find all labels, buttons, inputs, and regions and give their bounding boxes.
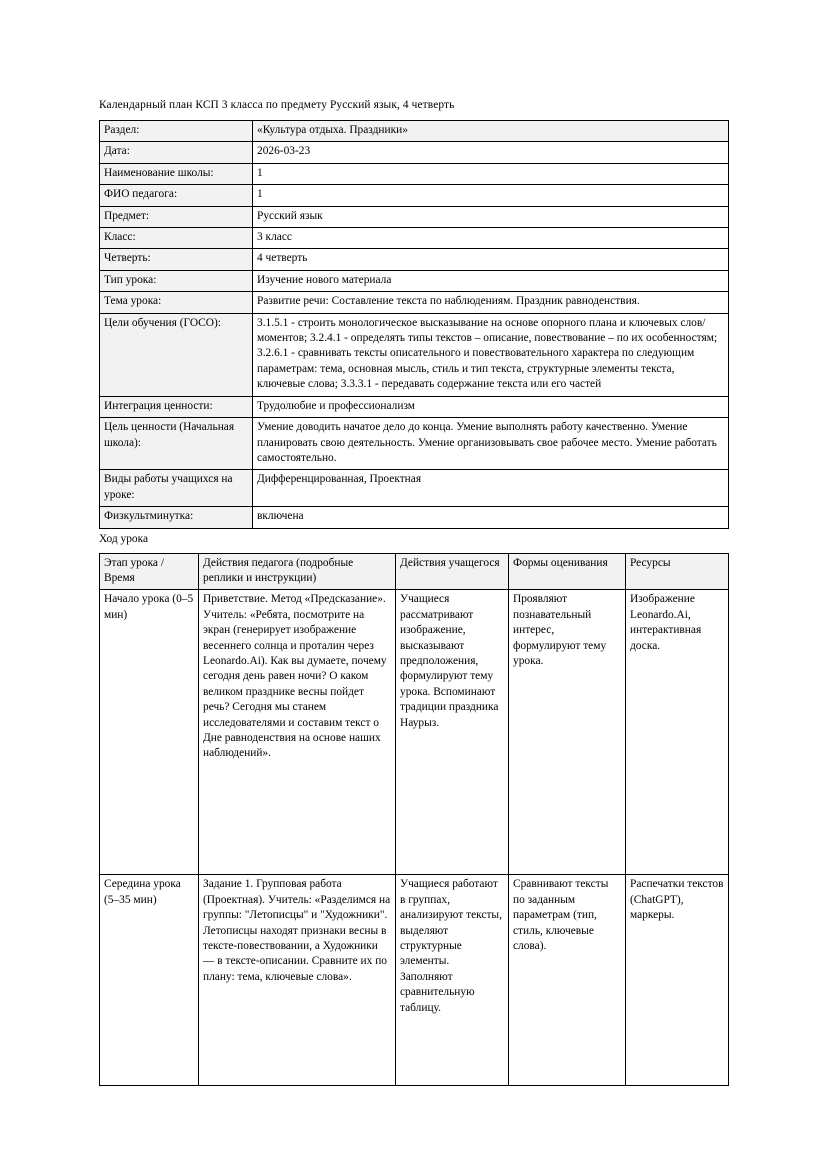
info-row-label: Физкультминутка: — [100, 507, 253, 528]
info-row-label: Четверть: — [100, 249, 253, 270]
flow-column-header: Формы оценивания — [509, 553, 626, 590]
info-row-value: 3.1.5.1 - строить монологическое высказывание на основе опорного плана и ключевых слов/моментов; 3.2.4.1 - определять типы текстов – описание, повествование – по их особенностям; 3.2.6.1 - сравнивать тексты описательного и повествовательного характера по следующим параметрам: тема, основная мысль, стиль и тип текста, структурные элементы текста, ключевые слова; 3.3.3.1 - передавать содержание текста или его частей — [253, 313, 729, 396]
flow-stage-cell: Середина урока (5–35 мин) — [100, 875, 199, 1086]
info-row-value: Умение доводить начатое дело до конца. Умение выполнять работу качественно. Умение планировать свою деятельность. Умение организовывать свое рабочее место. Умение работать самостоятельно. — [253, 418, 729, 470]
info-row-label: Цель ценности (Начальная школа): — [100, 418, 253, 470]
flow-assessment-cell: Проявляют познавательный интерес, формулируют тему урока. — [509, 590, 626, 875]
table-row — [100, 507, 729, 528]
info-row-value: 1 — [253, 185, 729, 206]
info-row-value: 2026-03-23 — [253, 142, 729, 163]
table-row — [100, 270, 729, 291]
info-row-value: Русский язык — [253, 206, 729, 227]
info-row-value: включена — [253, 507, 729, 528]
flow-column-header: Этап урока / Время — [100, 553, 199, 590]
info-row-value: 4 четверть — [253, 249, 729, 270]
info-row-label: ФИО педагога: — [100, 185, 253, 206]
flow-teacher-cell: Приветствие. Метод «Предсказание». Учитель: «Ребята, посмотрите на экран (генерирует изображение весеннего солнца и проталин через Leonardo.Ai). Как вы думаете, почему сегодня день равен ночи? О каком великом празднике весны пойдет речь? Сегодня мы станем исследователями и составим текст о Дне равноденствия на основе наших наблюдений». — [199, 590, 396, 875]
flow-resources-cell: Изображение Leonardo.Ai, интерактивная доска. — [626, 590, 729, 875]
table-row — [100, 292, 729, 313]
lesson-flow-header — [100, 553, 729, 590]
table-row — [100, 590, 729, 875]
flow-teacher-cell: Задание 1. Групповая работа (Проектная). Учитель: «Разделимся на группы: "Летописцы" и "Художники". Летописцы находят признаки весны в тексте-повествовании, а Художники — в тексте-описании. Сравните их по плану: тема, ключевые слова». — [199, 875, 396, 1086]
flow-assessment-cell: Сравнивают тексты по заданным параметрам (тип, стиль, ключевые слова). — [509, 875, 626, 1086]
table-row — [100, 142, 729, 163]
info-row-value: Развитие речи: Составление текста по наблюдениям. Праздник равноденствия. — [253, 292, 729, 313]
info-row-value: 3 класс — [253, 228, 729, 249]
table-row — [100, 228, 729, 249]
info-row-label: Виды работы учащихся на уроке: — [100, 470, 253, 507]
lesson-flow-body — [100, 590, 729, 1086]
info-row-label: Цели обучения (ГОСО): — [100, 313, 253, 396]
lesson-flow-table — [99, 553, 729, 1087]
info-row-value: Изучение нового материала — [253, 270, 729, 291]
info-row-value: «Культура отдыха. Праздники» — [253, 121, 729, 142]
info-row-label: Предмет: — [100, 206, 253, 227]
lesson-info-body — [100, 121, 729, 529]
section-heading: Ход урока — [99, 532, 149, 545]
table-header-row — [100, 553, 729, 590]
flow-stage-cell: Начало урока (0–5 мин) — [100, 590, 199, 875]
table-row — [100, 875, 729, 1086]
info-row-label: Интеграция ценности: — [100, 396, 253, 417]
table-row — [100, 418, 729, 470]
table-row — [100, 249, 729, 270]
flow-student-cell: Учащиеся работают в группах, анализируют тексты, выделяют структурные элементы. Заполняют сравнительную таблицу. — [396, 875, 509, 1086]
table-row — [100, 206, 729, 227]
info-row-label: Класс: — [100, 228, 253, 249]
flow-column-header: Действия педагога (подробные реплики и инструкции) — [199, 553, 396, 590]
flow-column-header: Действия учащегося — [396, 553, 509, 590]
table-row — [100, 185, 729, 206]
info-row-label: Тема урока: — [100, 292, 253, 313]
info-row-value: Трудолюбие и профессионализм — [253, 396, 729, 417]
table-row — [100, 121, 729, 142]
info-row-label: Наименование школы: — [100, 163, 253, 184]
lesson-info-table — [99, 120, 729, 529]
flow-resources-cell: Распечатки текстов (ChatGPT), маркеры. — [626, 875, 729, 1086]
info-row-label: Дата: — [100, 142, 253, 163]
info-row-label: Раздел: — [100, 121, 253, 142]
page-title: Календарный план КСП 3 класса по предмету Русский язык, 4 четверть — [99, 99, 455, 111]
info-row-value: Дифференцированная, Проектная — [253, 470, 729, 507]
info-row-label: Тип урока: — [100, 270, 253, 291]
table-row — [100, 470, 729, 507]
table-row — [100, 313, 729, 396]
table-row — [100, 163, 729, 184]
info-row-value: 1 — [253, 163, 729, 184]
flow-column-header: Ресурсы — [626, 553, 729, 590]
table-row — [100, 396, 729, 417]
flow-student-cell: Учащиеся рассматривают изображение, высказывают предположения, формулируют тему урока. Вспоминают традиции праздника Наурыз. — [396, 590, 509, 875]
